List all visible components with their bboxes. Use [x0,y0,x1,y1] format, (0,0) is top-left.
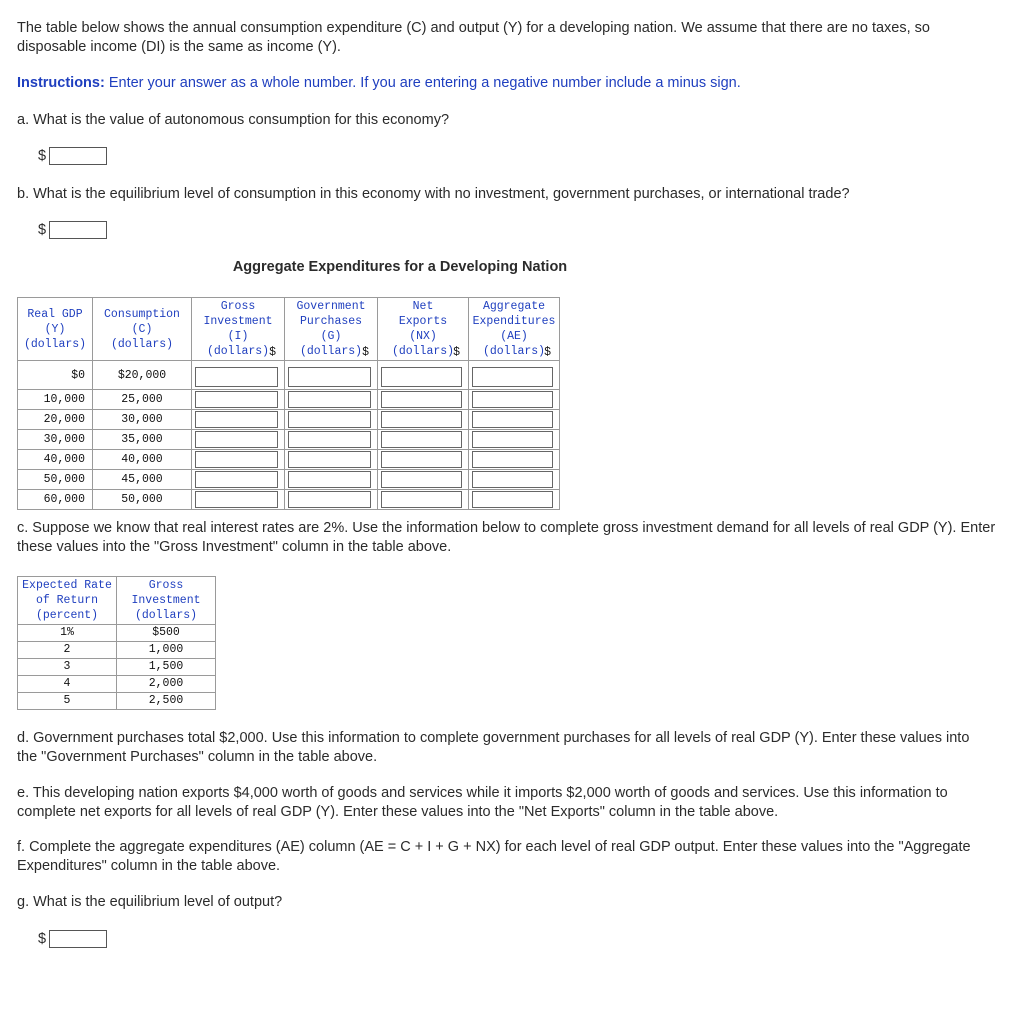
table-row [18,490,560,510]
answer-g-row [38,930,107,948]
cell-consumption: 40,000 [93,450,192,470]
cell-investment: 2,500 [117,693,216,710]
question-f: f. Complete the aggregate expenditures (AE) column (AE = C + I + G + NX) for each level of real GDP output. Enter these values into the "Aggregate Expenditures" column in the table above. [17,839,971,874]
intro-text: The table below shows the annual consumption expenditure (C) and output (Y) for a developing nation. We assume that there are no taxes, so disposable income (DI) is the same as income (Y). [17,20,930,55]
instructions [17,74,741,93]
header-aggregate-expenditures: Aggregate Expenditures (AE) (dollars) [469,298,560,361]
dollar-sign: $ [362,346,369,359]
cell-real-gdp: 40,000 [18,450,93,470]
aggregate-expenditures-input[interactable] [472,471,553,488]
government-purchases-input[interactable] [288,471,371,488]
table-row [18,361,560,390]
cell-consumption: 50,000 [93,490,192,510]
investment-table [17,576,216,710]
government-purchases-input[interactable] [288,367,371,387]
aggregate-expenditures-input[interactable] [472,451,553,468]
gross-investment-input[interactable] [195,431,278,448]
gross-investment-input[interactable] [195,411,278,428]
header-gross-investment: Gross Investment (I) (dollars) [192,298,285,361]
table-row [18,659,216,676]
table-row [18,642,216,659]
cell-real-gdp: 10,000 [18,390,93,410]
cell-consumption: 35,000 [93,430,192,450]
cell-investment: 1,000 [117,642,216,659]
dollar-sign: $ [38,222,47,238]
table-header-row [18,577,216,625]
table-row [18,470,560,490]
cell-real-gdp: $0 [18,361,93,390]
government-purchases-input[interactable] [288,431,371,448]
cell-investment: 2,000 [117,676,216,693]
net-exports-input[interactable] [381,431,462,448]
gross-investment-input[interactable] [195,367,278,387]
answer-a-row [38,147,107,165]
gross-investment-input[interactable] [195,471,278,488]
cell-investment: 1,500 [117,659,216,676]
net-exports-input[interactable] [381,451,462,468]
question-b: b. What is the equilibrium level of consumption in this economy with no investment, government purchases, or international trade? [17,186,850,202]
cell-real-gdp: 30,000 [18,430,93,450]
table-row [18,390,560,410]
header-net-exports: Net Exports (NX) (dollars) [378,298,469,361]
header-expected-rate: Expected Rate of Return (percent) [18,577,117,625]
answer-b-input[interactable] [49,221,107,239]
cell-rate: 2 [18,642,117,659]
table-row [18,410,560,430]
cell-consumption: $20,000 [93,361,192,390]
cell-real-gdp: 60,000 [18,490,93,510]
net-exports-input[interactable] [381,391,462,408]
aggregate-expenditures-input[interactable] [472,491,553,508]
question-c: c. Suppose we know that real interest rates are 2%. Use the information below to complete gross investment demand for all levels of real GDP (Y). Enter these values into the "Gross Investment" column in the table above. [17,520,996,555]
aggregate-expenditures-input[interactable] [472,391,553,408]
table-row [18,430,560,450]
table-row [18,676,216,693]
cell-rate: 1% [18,625,117,642]
aggregate-expenditures-input[interactable] [472,367,553,387]
table-row [18,450,560,470]
cell-consumption: 30,000 [93,410,192,430]
answer-g-input[interactable] [49,930,107,948]
net-exports-input[interactable] [381,367,462,387]
gross-investment-input[interactable] [195,391,278,408]
aggregate-expenditures-input[interactable] [472,411,553,428]
cell-real-gdp: 50,000 [18,470,93,490]
dollar-sign: $ [269,346,276,359]
government-purchases-input[interactable] [288,491,371,508]
cell-rate: 4 [18,676,117,693]
aggregate-expenditures-input[interactable] [472,431,553,448]
header-government-purchases: Government Purchases (G) (dollars) [285,298,378,361]
dollar-sign: $ [38,931,47,947]
dollar-sign: $ [453,346,460,359]
cell-consumption: 25,000 [93,390,192,410]
cell-investment: $500 [117,625,216,642]
government-purchases-input[interactable] [288,451,371,468]
net-exports-input[interactable] [381,471,462,488]
question-g: g. What is the equilibrium level of output? [17,894,283,910]
answer-a-input[interactable] [49,147,107,165]
table-row [18,625,216,642]
question-d: d. Government purchases total $2,000. Use this information to complete government purchases for all levels of real GDP (Y). Enter these values into the "Government Purchases" column in the table above. [17,730,970,765]
aggregate-expenditures-table [17,297,560,510]
table-title: Aggregate Expenditures for a Developing Nation [232,259,568,275]
net-exports-input[interactable] [381,411,462,428]
cell-rate: 3 [18,659,117,676]
gross-investment-input[interactable] [195,491,278,508]
instructions-label: Instructions: [17,75,105,91]
cell-rate: 5 [18,693,117,710]
table-header-row [18,298,560,361]
government-purchases-input[interactable] [288,411,371,428]
instructions-text: Enter your answer as a whole number. If you are entering a negative number include a minus sign. [108,75,741,91]
answer-b-row [38,221,107,239]
header-gross-investment: Gross Investment (dollars) [117,577,216,625]
gross-investment-input[interactable] [195,451,278,468]
question-e: e. This developing nation exports $4,000 worth of goods and services while it imports $2,000 worth of goods and services. Use this information to complete net exports for all levels of real GDP (Y). Enter these values into the "Net Exports" column in the table above. [17,785,948,820]
cell-real-gdp: 20,000 [18,410,93,430]
government-purchases-input[interactable] [288,391,371,408]
cell-consumption: 45,000 [93,470,192,490]
header-consumption: Consumption (C) (dollars) [93,298,192,361]
net-exports-input[interactable] [381,491,462,508]
dollar-sign: $ [544,346,551,359]
table-row [18,693,216,710]
header-real-gdp: Real GDP (Y) (dollars) [18,298,93,361]
question-a: a. What is the value of autonomous consumption for this economy? [17,112,450,128]
dollar-sign: $ [38,148,47,164]
